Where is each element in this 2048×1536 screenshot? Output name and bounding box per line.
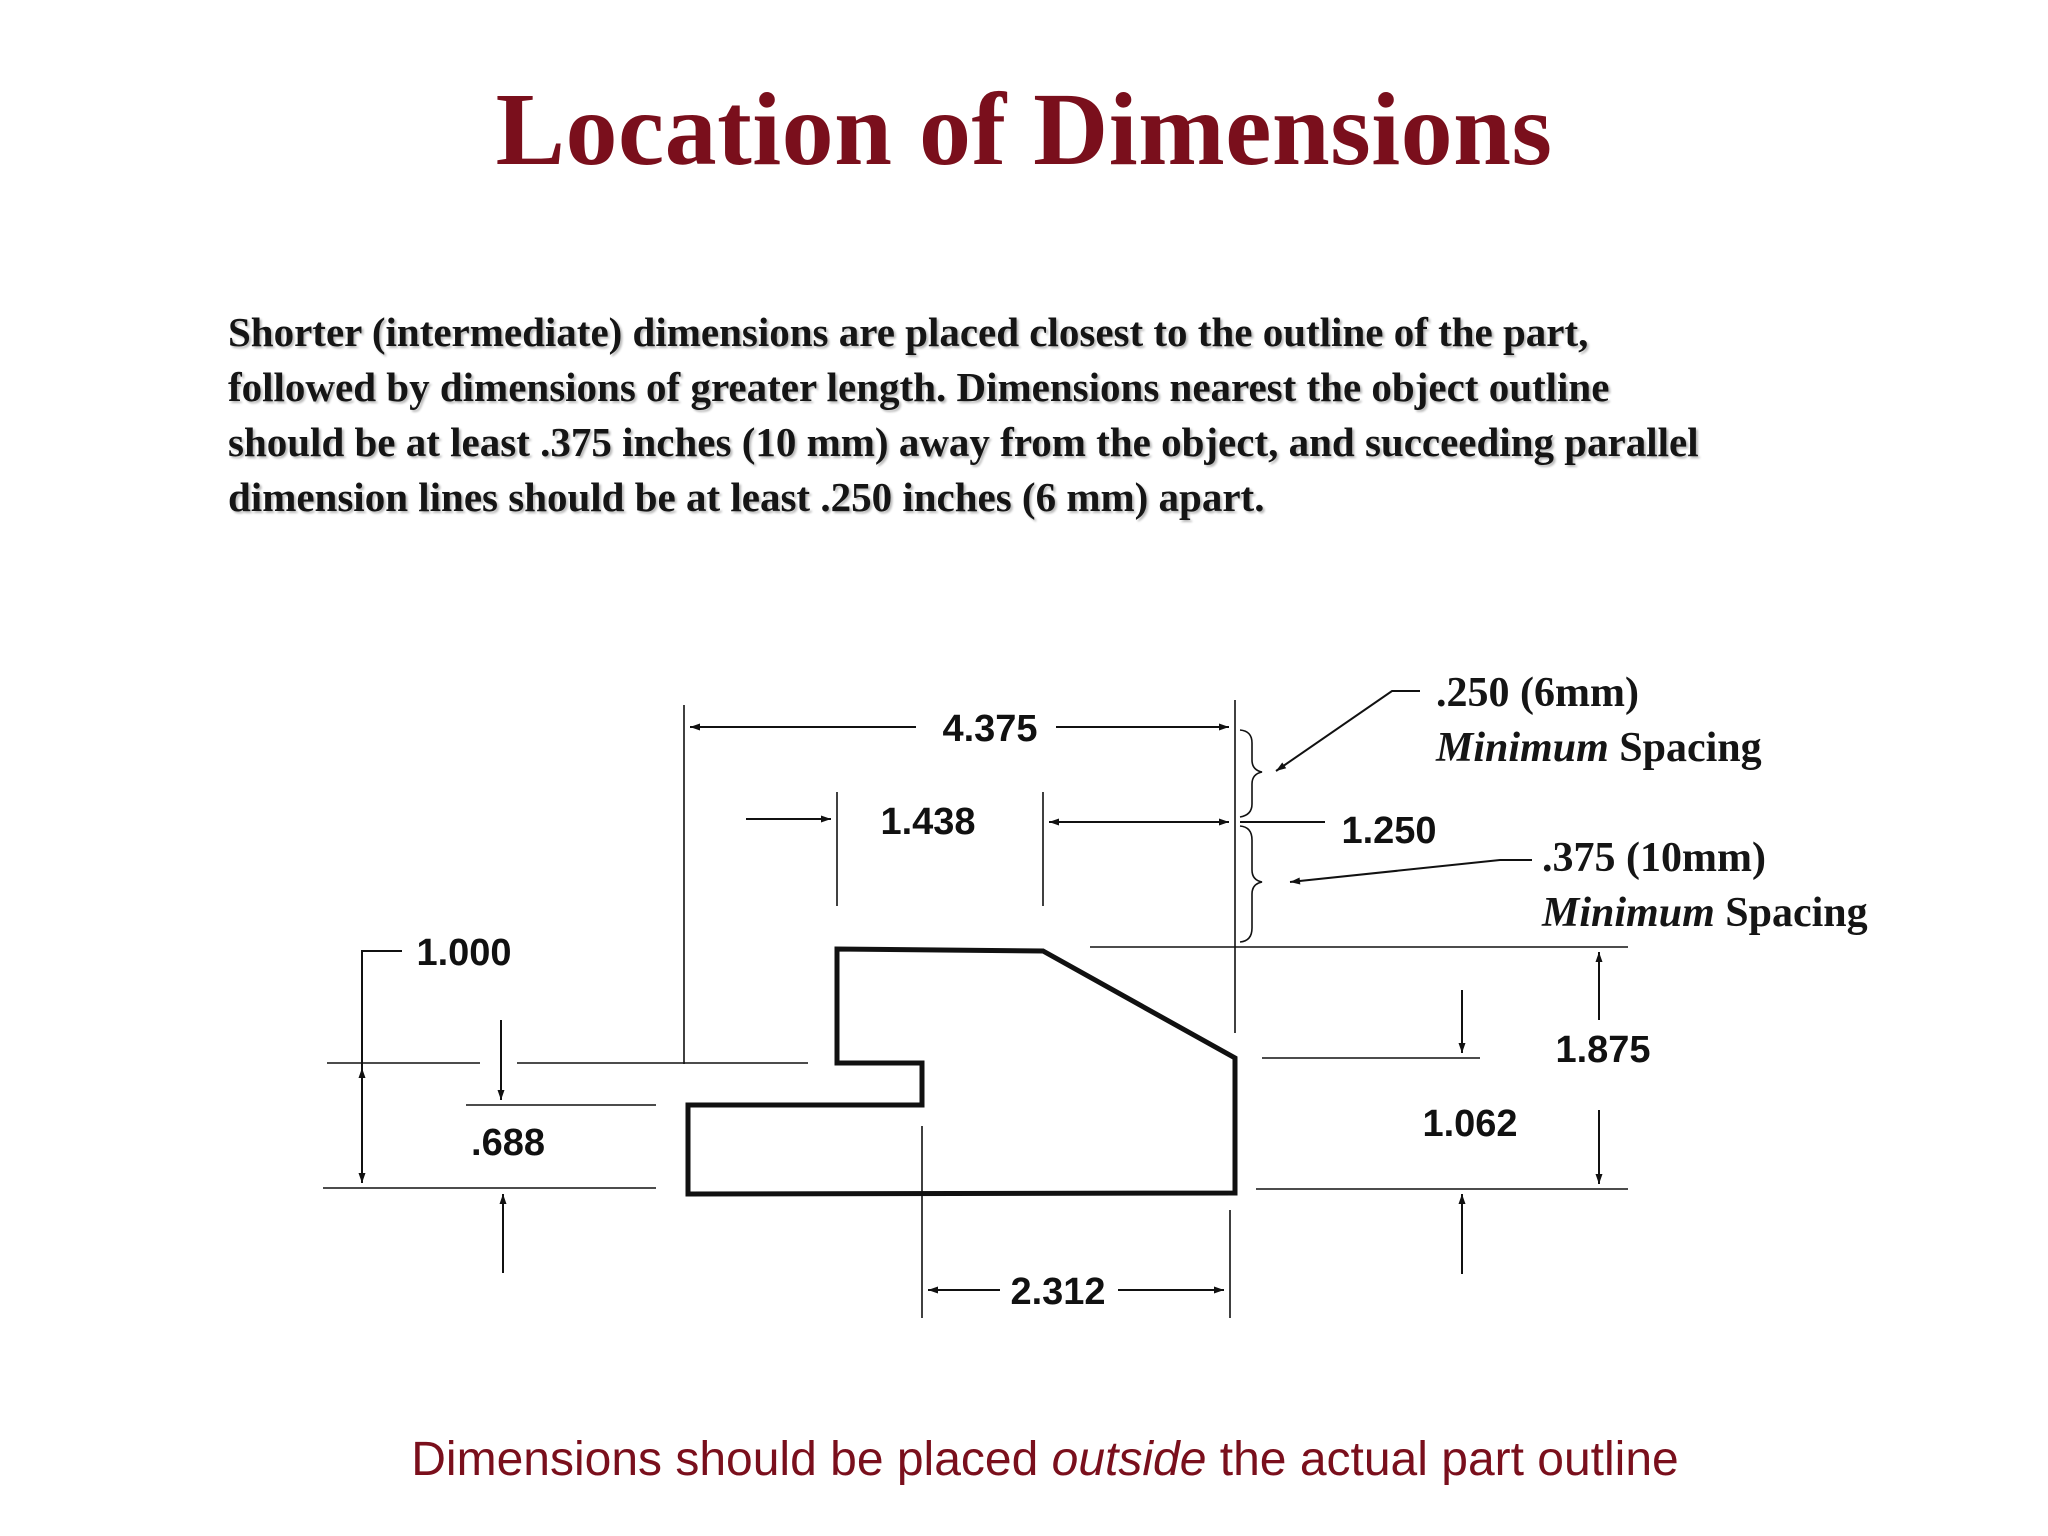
brace-upper <box>1240 730 1262 817</box>
spacing-callout-caption <box>1435 725 1762 771</box>
offset-callout-value: .375 (10mm) <box>1542 835 1766 881</box>
dim-label-slope-height: 1.250 <box>1341 810 1437 852</box>
brace-lower <box>1240 826 1262 942</box>
dim-label-right-height: 1.062 <box>1422 1103 1518 1145</box>
spacing-callout-minimum: Minimum <box>1436 725 1609 771</box>
dim-label-upper-width: 1.438 <box>880 801 976 843</box>
dim-label-overall-height: 1.875 <box>1555 1029 1651 1071</box>
dim-label-left-height: 1.000 <box>416 932 512 974</box>
dim-label-step-height: .688 <box>471 1122 545 1164</box>
paragraph-line: should be at least .375 inches (10 mm) away from the object, and succeeding parallel <box>228 419 1699 465</box>
paragraph-line: followed by dimensions of greater length. Dimensions nearest the object outline <box>228 364 1610 410</box>
offset-callout-minimum: Minimum <box>1542 890 1715 936</box>
paragraph-line: Shorter (intermediate) dimensions are placed closest to the outline of the part, <box>228 309 1589 355</box>
part-outline <box>688 949 1235 1194</box>
spacing-callout-value: .250 (6mm) <box>1436 670 1639 716</box>
footer-note <box>0 1432 2048 1487</box>
slide-title: Location of Dimensions <box>495 72 1553 187</box>
footer-text-before: Dimensions should be placed <box>411 1433 1052 1486</box>
dim-label-overall-width: 4.375 <box>942 708 1038 750</box>
footer-text-after: the actual part outline <box>1206 1433 1679 1486</box>
offset-callout-leader <box>1290 860 1532 882</box>
dim-label-bottom-width: 2.312 <box>1010 1271 1106 1313</box>
offset-callout-spacing: Spacing <box>1714 890 1868 936</box>
spacing-callout-leader <box>1276 691 1420 771</box>
spacing-braces <box>1240 730 1262 942</box>
callout-leaders <box>1276 691 1532 882</box>
offset-callout-caption <box>1541 890 1868 936</box>
extension-lines <box>323 700 1628 1318</box>
left-height-leader <box>362 951 402 1068</box>
footer-emphasis: outside <box>1051 1433 1207 1486</box>
paragraph-line: dimension lines should be at least .250 inches (6 mm) apart. <box>228 474 1265 520</box>
spacing-callout-spacing: Spacing <box>1608 725 1762 771</box>
